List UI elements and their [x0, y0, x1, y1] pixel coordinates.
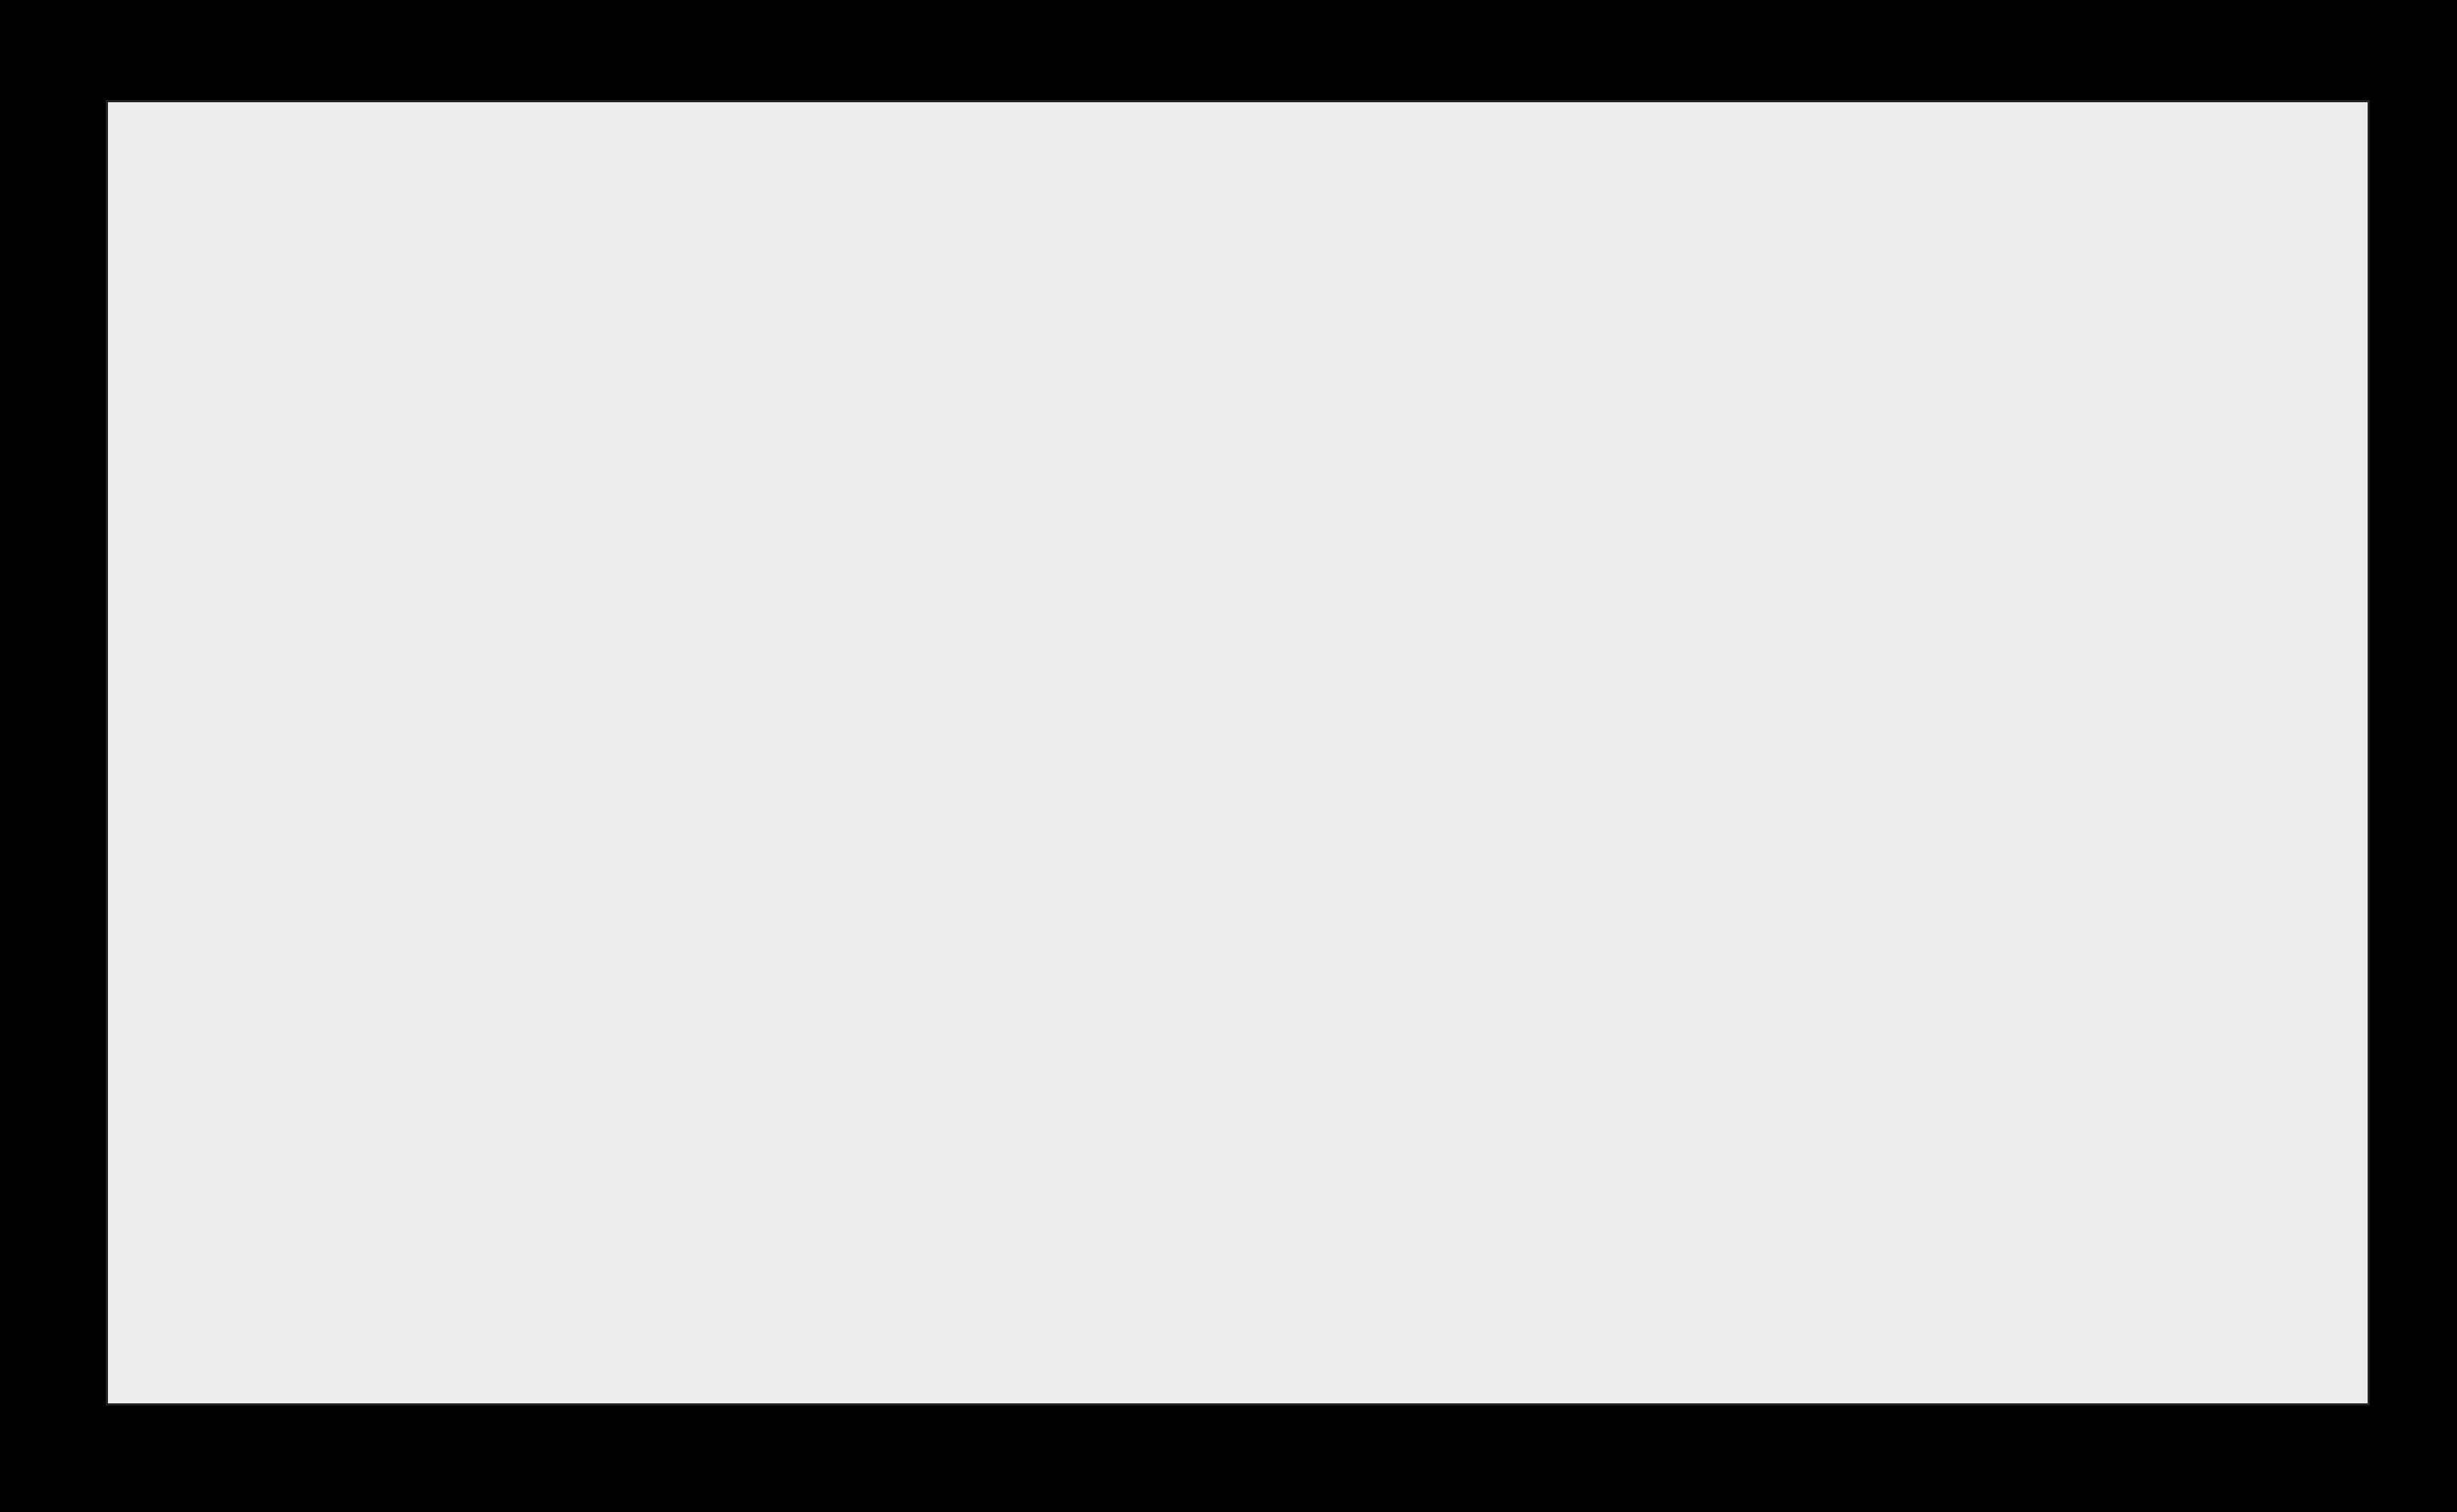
form-grid-lines: [108, 102, 2368, 1403]
census-card: [106, 100, 2370, 1405]
